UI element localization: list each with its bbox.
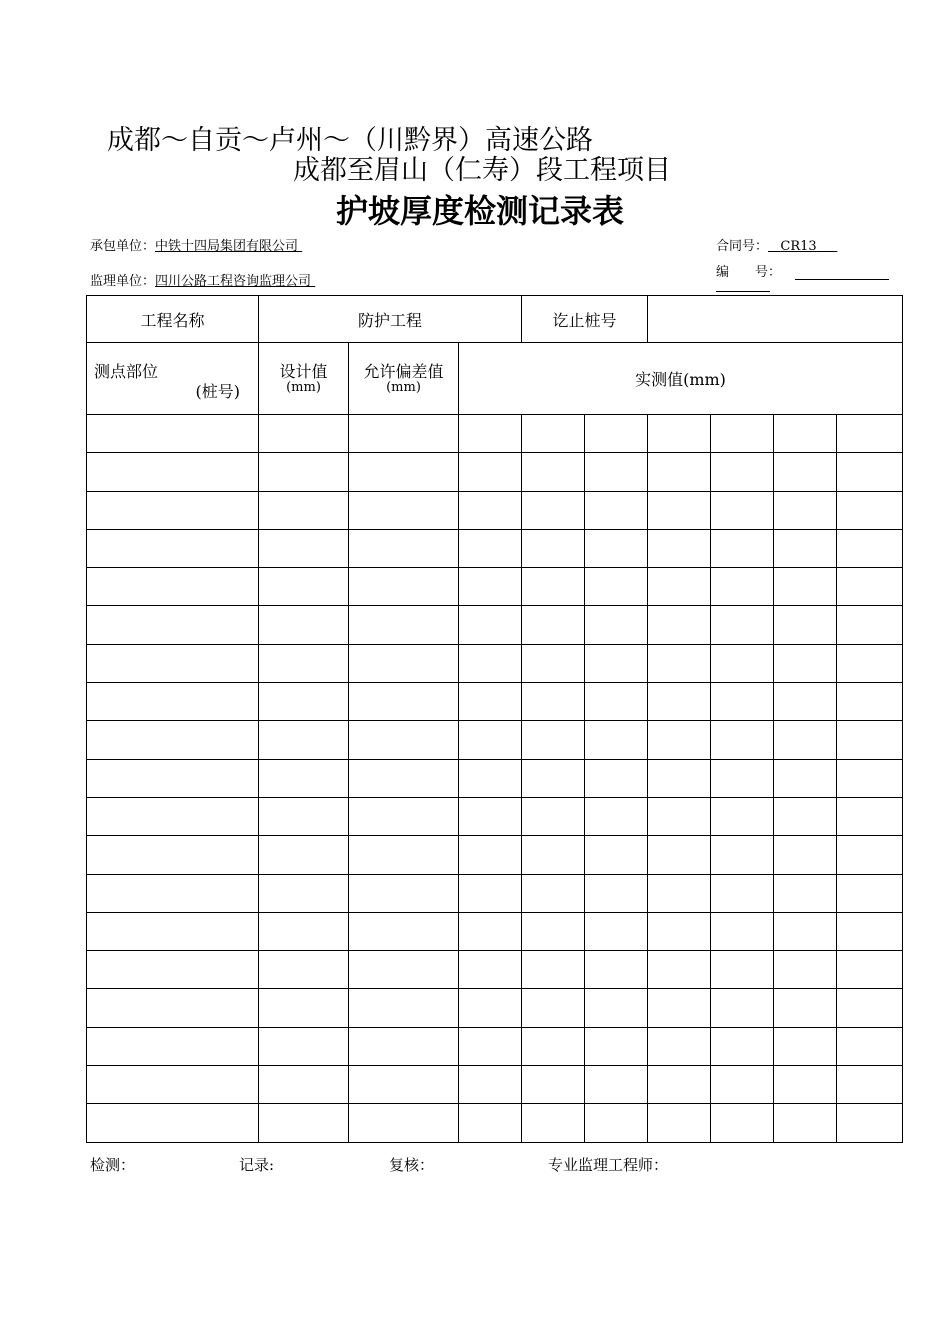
- table-row: [87, 606, 903, 644]
- point-location-header: [87, 343, 259, 415]
- measured-value-cell[interactable]: [711, 989, 774, 1027]
- measured-value-cell[interactable]: [774, 1066, 837, 1104]
- design-value-cell[interactable]: [259, 951, 349, 989]
- measured-value-cell[interactable]: [837, 644, 903, 682]
- point-location-label: 测点部位: [94, 362, 159, 381]
- measured-value-cell[interactable]: [648, 721, 711, 759]
- form-title: 护坡厚度检测记录表: [336, 192, 625, 230]
- design-value-unit: (mm): [286, 380, 321, 395]
- table-row: [87, 529, 903, 567]
- serial-no-blank-continued: [716, 291, 770, 292]
- measured-value-cell[interactable]: [459, 529, 522, 567]
- tolerance-cell[interactable]: [349, 683, 459, 721]
- title-line-1: 成都～自贡～卢州～（川黔界）高速公路: [107, 125, 593, 156]
- table-row: [87, 644, 903, 682]
- measured-value-cell[interactable]: [522, 529, 585, 567]
- measured-value-cell[interactable]: [585, 606, 648, 644]
- station-cell[interactable]: [87, 1027, 259, 1065]
- station-cell[interactable]: [87, 912, 259, 950]
- station-cell[interactable]: [87, 1066, 259, 1104]
- measured-value-cell[interactable]: [585, 491, 648, 529]
- table-row: [87, 951, 903, 989]
- measured-value-cell[interactable]: [837, 1104, 903, 1142]
- design-value-cell[interactable]: [259, 1066, 349, 1104]
- measured-value-cell[interactable]: [585, 797, 648, 835]
- design-value-cell[interactable]: [259, 759, 349, 797]
- measured-value-cell[interactable]: [585, 836, 648, 874]
- serial-no-field: [716, 261, 889, 280]
- tolerance-cell[interactable]: [349, 1066, 459, 1104]
- station-cell[interactable]: [87, 836, 259, 874]
- station-cell[interactable]: [87, 1104, 259, 1142]
- measured-value-cell[interactable]: [522, 759, 585, 797]
- tolerance-cell[interactable]: [349, 721, 459, 759]
- measured-value-cell[interactable]: [585, 683, 648, 721]
- measured-value-cell[interactable]: [648, 491, 711, 529]
- measured-value-cell[interactable]: [522, 951, 585, 989]
- design-value-cell[interactable]: [259, 453, 349, 491]
- engineer-signature: 专业监理工程师：: [548, 1156, 669, 1174]
- table-row: [87, 1066, 903, 1104]
- tolerance-cell[interactable]: [349, 1027, 459, 1065]
- measured-value-cell[interactable]: [711, 721, 774, 759]
- tolerance-cell[interactable]: [349, 951, 459, 989]
- station-cell[interactable]: [87, 415, 259, 453]
- measured-value-cell[interactable]: [585, 644, 648, 682]
- station-cell[interactable]: [87, 644, 259, 682]
- measured-value-cell[interactable]: [459, 721, 522, 759]
- measured-value-cell[interactable]: [585, 989, 648, 1027]
- design-value-cell[interactable]: [259, 912, 349, 950]
- measured-value-cell[interactable]: [711, 951, 774, 989]
- measured-value-cell[interactable]: [522, 1027, 585, 1065]
- table-row: [87, 415, 903, 453]
- measured-value-cell[interactable]: [774, 683, 837, 721]
- measured-value-cell[interactable]: [837, 874, 903, 912]
- measured-value-cell[interactable]: [837, 1027, 903, 1065]
- measured-value-cell[interactable]: [774, 529, 837, 567]
- measured-value-cell[interactable]: [585, 1066, 648, 1104]
- measured-value-cell[interactable]: [774, 568, 837, 606]
- measured-value-cell[interactable]: [648, 989, 711, 1027]
- supervisor-label: 监理单位：: [90, 274, 156, 289]
- measured-value-cell[interactable]: [711, 606, 774, 644]
- measured-value-cell[interactable]: [711, 759, 774, 797]
- measured-value-cell[interactable]: [837, 912, 903, 950]
- tolerance-unit: (mm): [386, 380, 421, 395]
- design-value-cell[interactable]: [259, 568, 349, 606]
- tolerance-cell[interactable]: [349, 759, 459, 797]
- station-cell[interactable]: [87, 721, 259, 759]
- tolerance-cell[interactable]: [349, 453, 459, 491]
- measured-value-cell[interactable]: [522, 644, 585, 682]
- measured-value-cell[interactable]: [585, 951, 648, 989]
- contract-no-label: 合同号：: [716, 239, 769, 254]
- measured-value-cell[interactable]: [459, 415, 522, 453]
- station-cell[interactable]: [87, 606, 259, 644]
- measured-value-cell[interactable]: [459, 453, 522, 491]
- design-value-cell[interactable]: [259, 644, 349, 682]
- measured-value-cell[interactable]: [648, 568, 711, 606]
- table-row: [87, 683, 903, 721]
- table-row: [87, 1104, 903, 1142]
- contractor-label: 承包单位：: [90, 239, 156, 254]
- table-row: [87, 836, 903, 874]
- measured-value-cell[interactable]: [648, 1104, 711, 1142]
- contract-no-value: CR13: [780, 239, 817, 254]
- measured-value-cell[interactable]: [774, 1027, 837, 1065]
- measured-value-cell[interactable]: [522, 683, 585, 721]
- measured-value-cell[interactable]: [774, 951, 837, 989]
- measured-value-cell[interactable]: [837, 491, 903, 529]
- measured-value-cell[interactable]: [459, 989, 522, 1027]
- table-row: [87, 989, 903, 1027]
- measured-value-cell[interactable]: [648, 1066, 711, 1104]
- measured-value-cell[interactable]: [774, 989, 837, 1027]
- contractor-field: [90, 235, 302, 254]
- design-value-cell[interactable]: [259, 1104, 349, 1142]
- measured-value-cell[interactable]: [522, 491, 585, 529]
- measured-value-cell[interactable]: [648, 797, 711, 835]
- measured-value-cell[interactable]: [711, 836, 774, 874]
- measured-value-cell[interactable]: [522, 415, 585, 453]
- design-value-cell[interactable]: [259, 989, 349, 1027]
- measured-value-cell[interactable]: [711, 874, 774, 912]
- design-value-cell[interactable]: [259, 683, 349, 721]
- design-value-cell[interactable]: [259, 491, 349, 529]
- measured-value-cell[interactable]: [774, 874, 837, 912]
- title-line-2: 成都至眉山（仁寿）段工程项目: [293, 155, 671, 186]
- measured-value-cell[interactable]: [774, 759, 837, 797]
- measured-value-cell[interactable]: [522, 797, 585, 835]
- station-range-label: 讫止桩号: [522, 296, 648, 343]
- measured-value-cell[interactable]: [522, 721, 585, 759]
- design-value-cell[interactable]: [259, 606, 349, 644]
- tolerance-cell[interactable]: [349, 797, 459, 835]
- table-row: [87, 797, 903, 835]
- station-cell[interactable]: [87, 529, 259, 567]
- measured-value-cell[interactable]: [648, 912, 711, 950]
- measured-value-cell[interactable]: [774, 721, 837, 759]
- station-cell[interactable]: [87, 951, 259, 989]
- design-value-cell[interactable]: [259, 874, 349, 912]
- station-cell[interactable]: [87, 491, 259, 529]
- measured-value-cell[interactable]: [522, 989, 585, 1027]
- measured-value-cell[interactable]: [837, 453, 903, 491]
- measured-value-cell[interactable]: [522, 836, 585, 874]
- measured-value-cell[interactable]: [774, 415, 837, 453]
- measured-value-cell[interactable]: [522, 912, 585, 950]
- measured-value-cell[interactable]: [648, 874, 711, 912]
- measured-value-cell[interactable]: [585, 912, 648, 950]
- measured-value-cell[interactable]: [837, 759, 903, 797]
- measured-value-cell[interactable]: [711, 1066, 774, 1104]
- measured-value-cell[interactable]: [711, 644, 774, 682]
- measured-value-cell[interactable]: [522, 568, 585, 606]
- tolerance-cell[interactable]: [349, 568, 459, 606]
- measured-value-cell[interactable]: [585, 415, 648, 453]
- tolerance-label: 允许偏差值: [363, 362, 444, 381]
- measured-value-cell[interactable]: [648, 453, 711, 491]
- recorder-signature: 记录:: [239, 1156, 275, 1174]
- measured-value-cell[interactable]: [585, 1104, 648, 1142]
- measured-value-cell[interactable]: [585, 874, 648, 912]
- measured-value-cell[interactable]: [585, 721, 648, 759]
- measured-value-cell[interactable]: [774, 912, 837, 950]
- tolerance-cell[interactable]: [349, 874, 459, 912]
- measured-value-cell[interactable]: [459, 683, 522, 721]
- station-cell[interactable]: [87, 797, 259, 835]
- measured-value-cell[interactable]: [648, 529, 711, 567]
- measured-value-cell[interactable]: [711, 1104, 774, 1142]
- measured-value-cell[interactable]: [711, 453, 774, 491]
- reviewer-signature: 复核：: [389, 1156, 435, 1174]
- tolerance-cell[interactable]: [349, 606, 459, 644]
- measured-value-cell[interactable]: [711, 529, 774, 567]
- measured-value-cell[interactable]: [711, 912, 774, 950]
- measured-value-cell[interactable]: [774, 491, 837, 529]
- tolerance-cell[interactable]: [349, 491, 459, 529]
- measured-value-cell[interactable]: [648, 951, 711, 989]
- measured-value-cell[interactable]: [585, 453, 648, 491]
- contract-no-field: [716, 235, 837, 254]
- measured-value-cell[interactable]: [459, 874, 522, 912]
- measured-value-header: 实测值(mm): [459, 343, 903, 415]
- measured-value-cell[interactable]: [774, 1104, 837, 1142]
- measured-value-cell[interactable]: [837, 568, 903, 606]
- contractor-value: 中铁十四局集团有限公司: [155, 239, 299, 254]
- measured-value-cell[interactable]: [837, 797, 903, 835]
- tolerance-cell[interactable]: [349, 912, 459, 950]
- measured-value-cell[interactable]: [459, 797, 522, 835]
- measured-value-cell[interactable]: [459, 912, 522, 950]
- measured-value-cell[interactable]: [711, 491, 774, 529]
- table-row: [87, 453, 903, 491]
- table-row: [87, 568, 903, 606]
- table-row: [87, 721, 903, 759]
- design-value-cell[interactable]: [259, 1027, 349, 1065]
- project-name-value[interactable]: 防护工程: [259, 296, 522, 343]
- measured-value-cell[interactable]: [648, 759, 711, 797]
- measured-value-cell[interactable]: [459, 568, 522, 606]
- measured-value-cell[interactable]: [837, 1066, 903, 1104]
- measured-value-cell[interactable]: [837, 683, 903, 721]
- measured-value-cell[interactable]: [711, 683, 774, 721]
- measured-value-cell[interactable]: [774, 606, 837, 644]
- station-cell[interactable]: [87, 568, 259, 606]
- serial-no-blank: [795, 265, 889, 280]
- supervisor-value: 四川公路工程咨询监理公司: [155, 274, 312, 289]
- measured-value-cell[interactable]: [837, 529, 903, 567]
- design-value-cell[interactable]: [259, 836, 349, 874]
- table-row: [87, 759, 903, 797]
- measured-value-cell[interactable]: [585, 759, 648, 797]
- measured-value-cell[interactable]: [711, 1027, 774, 1065]
- measured-value-cell[interactable]: [837, 415, 903, 453]
- measured-value-cell[interactable]: [459, 951, 522, 989]
- measured-value-cell[interactable]: [774, 836, 837, 874]
- station-cell[interactable]: [87, 989, 259, 1027]
- measured-value-cell[interactable]: [459, 606, 522, 644]
- measured-value-cell[interactable]: [774, 453, 837, 491]
- table-row: [87, 874, 903, 912]
- tester-signature: 检测：: [90, 1156, 136, 1174]
- measured-value-cell[interactable]: [459, 1066, 522, 1104]
- project-name-label: 工程名称: [87, 296, 259, 343]
- tolerance-cell[interactable]: [349, 989, 459, 1027]
- measured-value-cell[interactable]: [837, 836, 903, 874]
- tolerance-cell[interactable]: [349, 529, 459, 567]
- measured-value-cell[interactable]: [648, 415, 711, 453]
- measured-value-cell[interactable]: [648, 683, 711, 721]
- measured-value-cell[interactable]: [522, 1104, 585, 1142]
- measured-value-cell[interactable]: [585, 568, 648, 606]
- measured-value-cell[interactable]: [837, 606, 903, 644]
- supervisor-field: [90, 270, 315, 289]
- serial-no-label: 编 号：: [716, 265, 782, 280]
- tolerance-cell[interactable]: [349, 415, 459, 453]
- measured-value-cell[interactable]: [522, 606, 585, 644]
- measured-value-cell[interactable]: [459, 836, 522, 874]
- design-value-cell[interactable]: [259, 721, 349, 759]
- tolerance-cell[interactable]: [349, 644, 459, 682]
- station-no-label: (桩号): [195, 382, 240, 401]
- measured-value-cell[interactable]: [459, 759, 522, 797]
- measured-value-cell[interactable]: [711, 568, 774, 606]
- station-range-value[interactable]: [648, 296, 903, 343]
- measured-value-cell[interactable]: [711, 415, 774, 453]
- measured-value-cell[interactable]: [459, 491, 522, 529]
- measured-value-cell[interactable]: [774, 797, 837, 835]
- design-value-header: [259, 343, 349, 415]
- design-value-cell[interactable]: [259, 529, 349, 567]
- measured-value-cell[interactable]: [774, 644, 837, 682]
- measured-value-cell[interactable]: [459, 644, 522, 682]
- measured-value-cell[interactable]: [837, 951, 903, 989]
- station-cell[interactable]: [87, 759, 259, 797]
- measured-value-cell[interactable]: [522, 874, 585, 912]
- tolerance-cell[interactable]: [349, 1104, 459, 1142]
- measured-value-cell[interactable]: [459, 1104, 522, 1142]
- design-value-cell[interactable]: [259, 415, 349, 453]
- tolerance-header: [349, 343, 459, 415]
- table-row: [87, 912, 903, 950]
- design-value-label: 设计值: [279, 362, 328, 381]
- measured-value-cell[interactable]: [648, 644, 711, 682]
- measured-value-cell[interactable]: [837, 989, 903, 1027]
- station-cell[interactable]: [87, 683, 259, 721]
- measured-value-cell[interactable]: [459, 1027, 522, 1065]
- measured-value-cell[interactable]: [522, 1066, 585, 1104]
- table-row: [87, 1027, 903, 1065]
- measured-value-cell[interactable]: [648, 836, 711, 874]
- station-cell[interactable]: [87, 874, 259, 912]
- measured-value-cell[interactable]: [522, 453, 585, 491]
- table-row: [87, 491, 903, 529]
- measured-value-cell[interactable]: [585, 1027, 648, 1065]
- measured-value-cell[interactable]: [585, 529, 648, 567]
- measured-value-cell[interactable]: [648, 606, 711, 644]
- design-value-cell[interactable]: [259, 797, 349, 835]
- measured-value-cell[interactable]: [648, 1027, 711, 1065]
- record-table: [86, 295, 903, 1143]
- measured-value-cell[interactable]: [711, 797, 774, 835]
- station-cell[interactable]: [87, 453, 259, 491]
- tolerance-cell[interactable]: [349, 836, 459, 874]
- measured-value-cell[interactable]: [837, 721, 903, 759]
